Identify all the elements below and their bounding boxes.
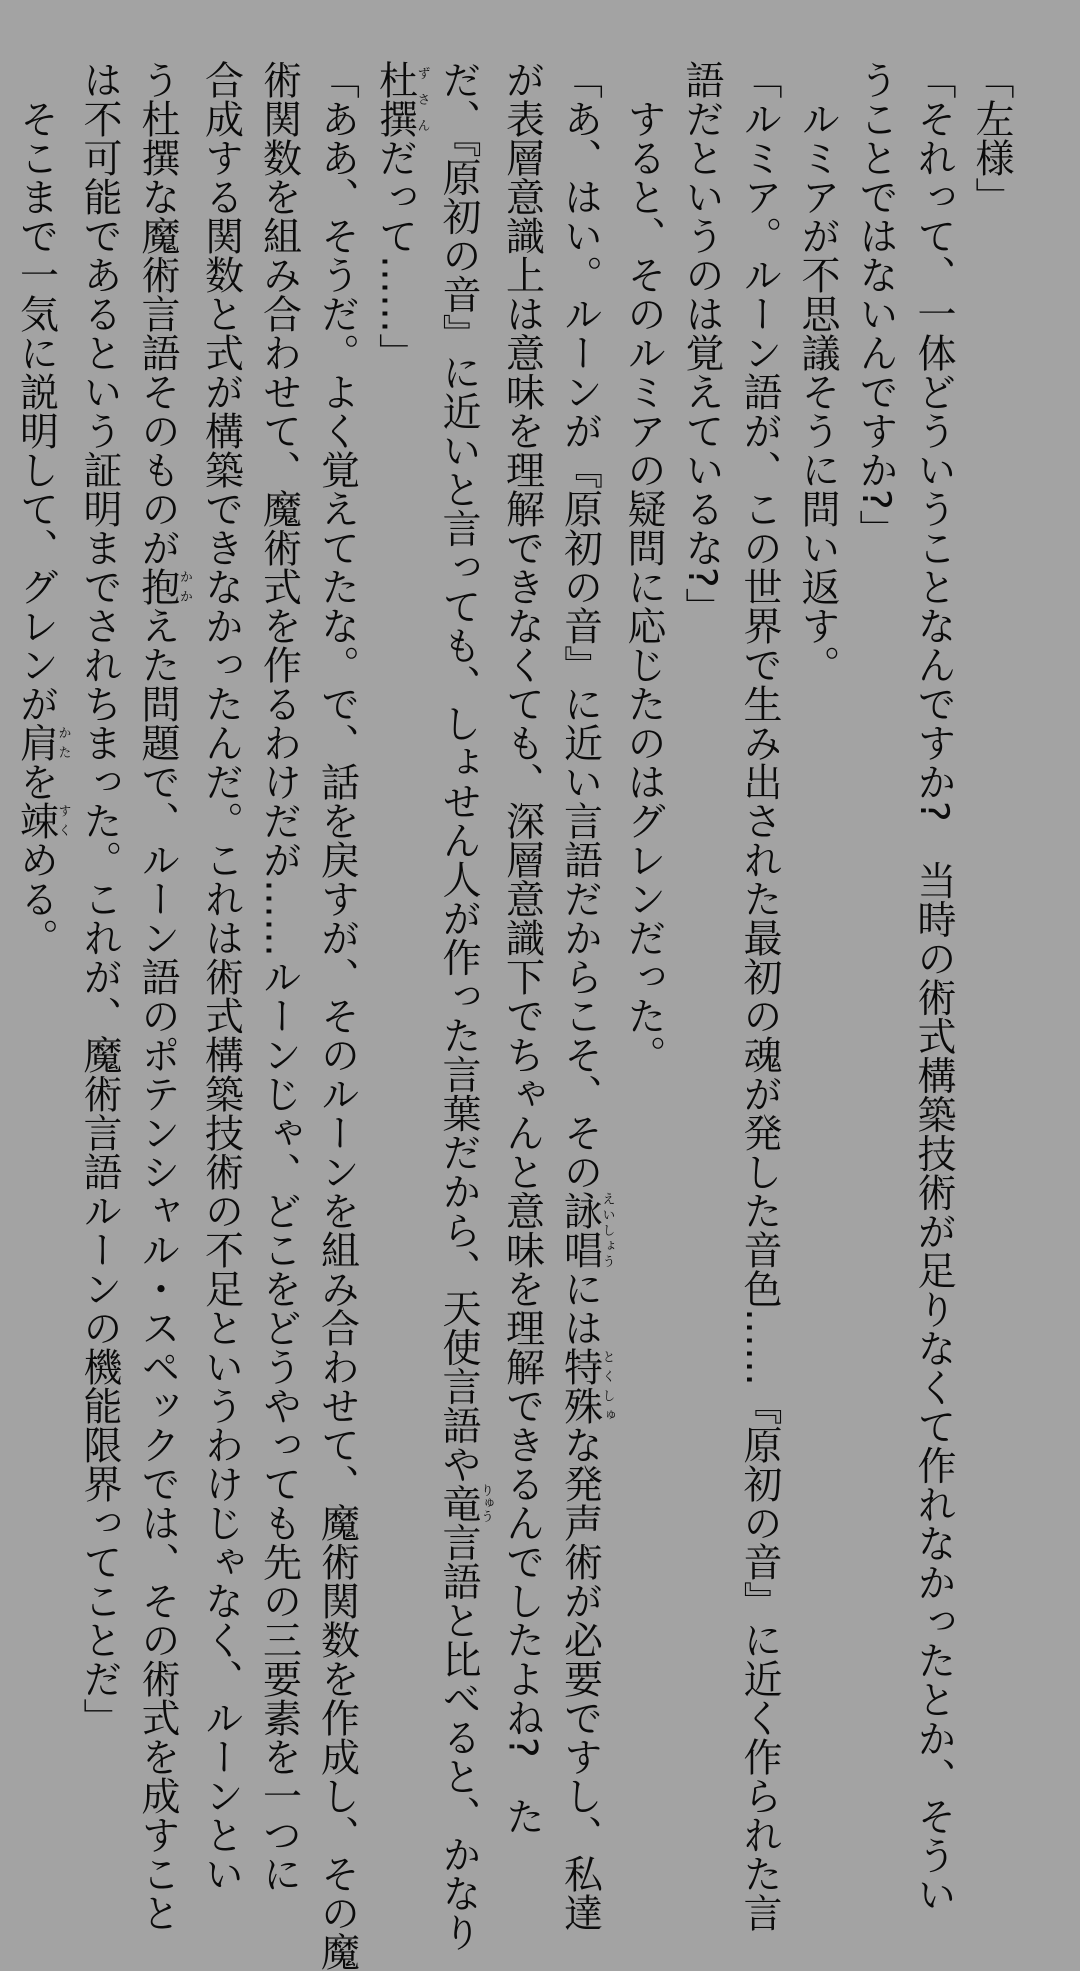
text-column	[493, 60, 551, 1836]
text-segment: すると、そのルミアの疑問に応じたのはグレンだった。	[621, 99, 666, 1074]
text-segment: 「ルミア。ルーン語が、この世界で生み出された最初の魂が発した音色……『原初の音』に近く作られた言	[737, 60, 782, 1932]
text-column	[366, 60, 430, 1500]
text-segment: 「それって、一体どういうことなんですか? 当時の術式構築技術が足りなくて作れなかったとか、そうい	[911, 60, 956, 1914]
text-segment: める。	[13, 840, 59, 957]
text-column	[192, 60, 250, 1893]
text-segment: 語だというのは覚えているな?」	[679, 60, 724, 627]
ruby-word: 詠唱えいしょう	[557, 1191, 615, 1269]
text-segment: うことではないんですか?」	[853, 60, 898, 549]
text-segment: ルミアが不思議そうに問い返す。	[795, 99, 840, 684]
vertical-text-body	[7, 60, 1021, 1971]
text-segment: だ、『原初の音』に近いと言っても、しょせん人が作った言葉だから、天使言語や	[436, 60, 481, 1484]
text-column	[962, 60, 1020, 1500]
text-segment: な発声術が必要ですし、私達	[557, 1425, 603, 1932]
text-column	[70, 60, 128, 1737]
text-segment: 言語と比べると、かなり	[436, 1522, 481, 1952]
ruby-word: 杜撰ずさん	[372, 60, 430, 138]
ruby-word: 特殊とくしゅ	[557, 1347, 615, 1425]
ruby-reading: すく	[55, 801, 71, 840]
text-column	[429, 60, 493, 1952]
text-segment: は不可能であるという証明までされちまった。これが、魔術言語ルーンの機能限界ってことだ」	[77, 60, 122, 1737]
text-column	[7, 60, 71, 1500]
text-column	[904, 60, 962, 1914]
ruby-reading: とくしゅ	[599, 1347, 615, 1425]
ruby-reading: えいしょう	[599, 1191, 615, 1269]
text-column	[250, 60, 308, 1893]
ruby-reading: かた	[55, 723, 71, 762]
text-column	[308, 60, 366, 1971]
text-segment: が表層意識上は意味を理解できなくても、深層意識下でちゃんと意味を理解できるんでしたよね? た	[499, 60, 545, 1836]
text-column	[672, 60, 730, 1500]
text-segment: う杜撰な魔術言語そのものが	[135, 60, 180, 567]
text-column	[730, 60, 788, 1932]
ruby-reading: かか	[177, 567, 192, 606]
text-column	[846, 60, 904, 1500]
text-segment: 「左様」	[969, 60, 1014, 216]
ruby-word: 竦すく	[13, 801, 71, 840]
text-segment: えた問題で、ルーン語のポテンシャル・スペックでは、その術式を成すこと	[135, 606, 180, 1932]
text-column	[128, 60, 192, 1932]
text-column	[788, 60, 846, 1500]
text-segment: には	[557, 1269, 603, 1347]
text-segment: 合成する関数と式が構築できなかったんだ。これは術式構築技術の不足というわけじゃなく、ルーンとい	[198, 60, 244, 1893]
ruby-word: 抱かか	[135, 567, 192, 606]
ruby-word: 竜りゅう	[436, 1483, 493, 1523]
text-segment: 術関数を組み合わせて、魔術式を作るわけだが……ルーンじゃ、どこをどうやっても先の三要素を一つに	[256, 60, 302, 1893]
text-segment: そこまで一気に説明して、グレンが	[13, 99, 59, 723]
text-segment: 「あ、はい。ルーンが『原初の音』に近い言語だからこそ、その	[557, 60, 603, 1191]
ruby-word: 肩かた	[13, 723, 71, 762]
text-segment: 「ああ、そうだ。よく覚えてたな。で、話を戻すが、そのルーンを組み合わせて、魔術関数を作成し、その魔	[314, 60, 360, 1971]
ruby-reading: ずさん	[414, 60, 430, 138]
text-column	[614, 60, 672, 1500]
ruby-reading: りゅう	[478, 1483, 493, 1523]
text-column	[551, 60, 615, 1932]
text-segment: を	[13, 762, 59, 801]
text-segment: だって……」	[372, 138, 418, 372]
